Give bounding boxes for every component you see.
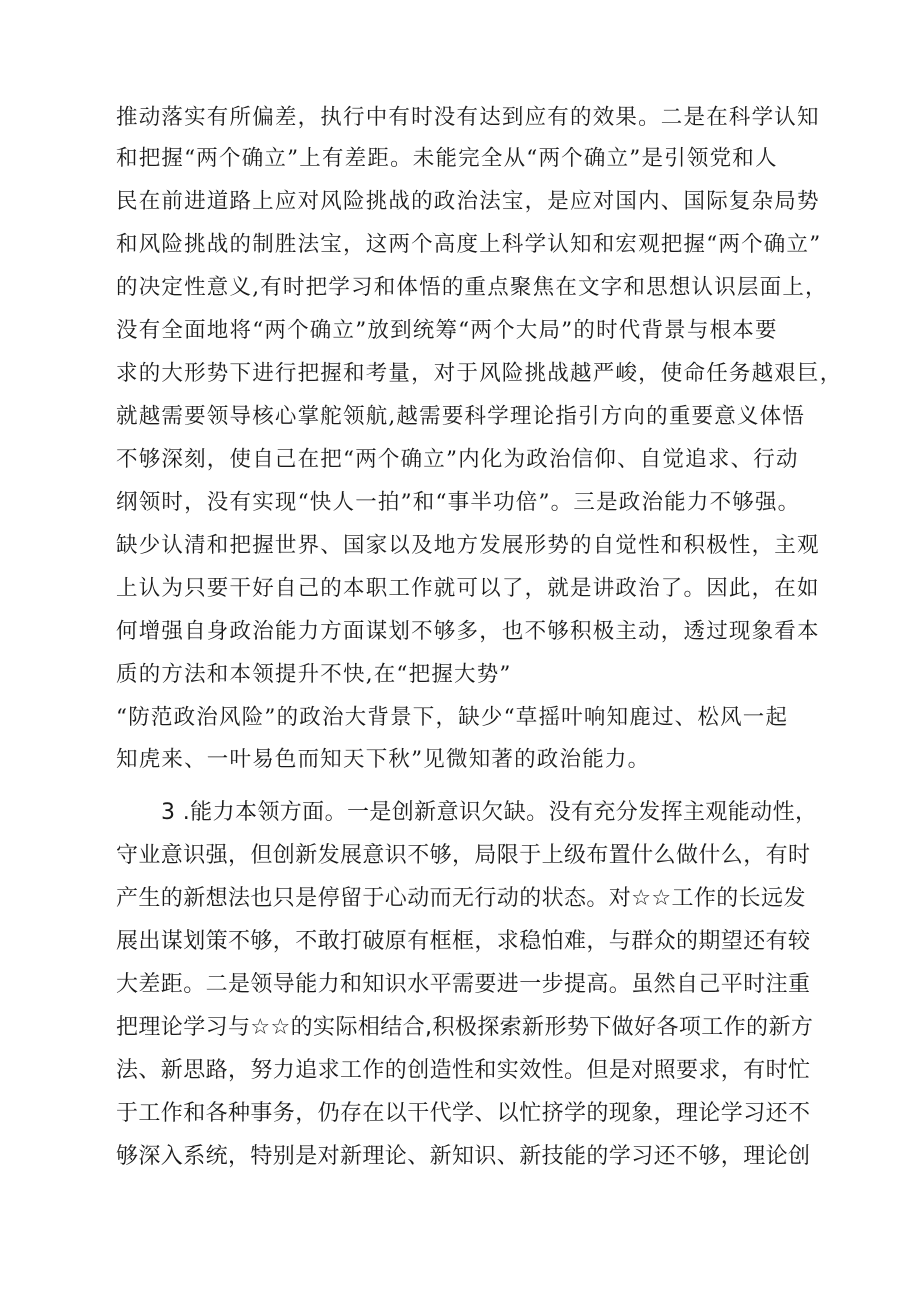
text-line: 把理论学习与☆☆的实际相结合,积极探索新形势下做好各项工作的新方 bbox=[116, 1015, 814, 1040]
text-line: 上认为只要干好自己的本职工作就可以了，就是讲政治了。因此，在如 bbox=[116, 576, 820, 601]
text-line: 质的方法和本领提升不快,在“把握大势” bbox=[116, 662, 512, 687]
text-line: 何增强自身政治能力方面谋划不够多，也不够积极主动，透过现象看本 bbox=[116, 619, 820, 644]
text-line: 法、新思路，努力追求工作的创造性和实效性。但是对照要求，有时忙 bbox=[116, 1058, 811, 1083]
text-line: 缺少认清和把握世界、国家以及地方发展形势的自觉性和积极性，主观 bbox=[116, 533, 820, 558]
text-line: 求的大形势下进行把握和考量，对于风险挑战越严峻，使命任务越艰巨， bbox=[116, 361, 843, 386]
text-line: 大差距。二是领导能力和知识水平需要进一步提高。虽然自己平时注重 bbox=[116, 972, 811, 997]
section-3-heading-line: 3 .能力本领方面。一是创新意识欠缺。没有充分发挥主观能动性， bbox=[161, 800, 818, 825]
text-line: 展出谋划策不够，不敢打破原有框框，求稳怕难，与群众的期望还有较 bbox=[116, 929, 811, 954]
text-line: 民在前进道路上应对风险挑战的政治法宝，是应对国内、国际复杂局势 bbox=[116, 189, 820, 214]
text-line: 没有全面地将“两个确立”放到统筹“两个大局”的时代背景与根本要 bbox=[116, 318, 778, 343]
text-line: 就越需要领导核心掌舵领航,越需要科学理论指引方向的重要意义体悟 bbox=[116, 404, 806, 429]
text-line: 够深入系统，特别是对新理论、新知识、新技能的学习还不够，理论创 bbox=[116, 1144, 811, 1169]
text-line: 纲领时，没有实现“快人一拍”和“事半功倍”。三是政治能力不够强。 bbox=[116, 490, 801, 515]
text-line: “防范政治风险”的政治大背景下，缺少“草摇叶响知鹿过、松风一起 bbox=[116, 705, 789, 730]
text-line: 和把握“两个确立”上有差距。未能完全从“两个确立”是引领党和人 bbox=[116, 146, 778, 171]
text-line: 知虎来、一叶易色而知天下秋”见微知著的政治能力。 bbox=[116, 747, 651, 772]
text-line: 推动落实有所偏差，执行中有时没有达到应有的效果。二是在科学认知 bbox=[116, 105, 820, 130]
text-line: 守业意识强，但创新发展意识不够，局限于上级布置什么做什么，有时 bbox=[116, 843, 811, 868]
text-line: 不够深刻，使自己在把“两个确立”内化为政治信仰、自觉追求、行动 bbox=[116, 447, 799, 472]
text-line: 和风险挑战的制胜法宝，这两个高度上科学认知和宏观把握“两个确立” bbox=[116, 232, 822, 257]
text-line: 的决定性意义,有时把学习和体悟的重点聚焦在文字和思想认识层面上， bbox=[116, 275, 828, 300]
text-line: 于工作和各种事务，仍存在以干代学、以忙挤学的现象，理论学习还不 bbox=[116, 1101, 811, 1126]
text-line: 产生的新想法也只是停留于心动而无行动的状态。对☆☆工作的长远发 bbox=[116, 886, 806, 911]
